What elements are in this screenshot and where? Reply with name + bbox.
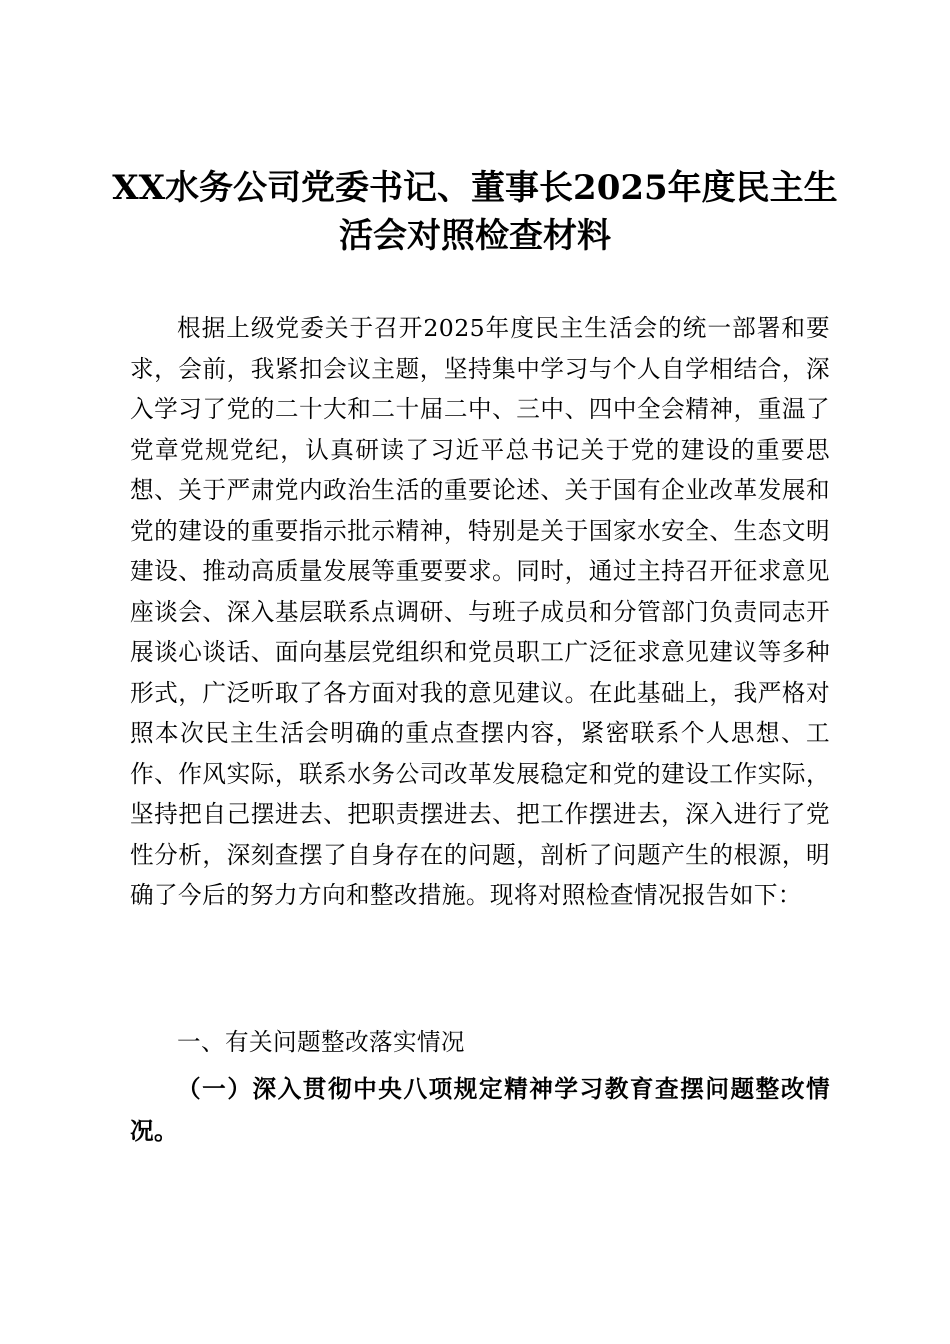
document-title: XX水务公司党委书记、董事长2025年度民主生活会对照检查材料 bbox=[112, 168, 838, 256]
subsection-heading-1: （一）深入贯彻中央八项规定精神学习教育查摆问题整改情况。 bbox=[130, 1075, 830, 1145]
intro-paragraph: 根据上级党委关于召开2025年度民主生活会的统一部署和要求，会前，我紧扣会议主题，坚持集中学习与个人自学相结合，深入学习了党的二十大和二十届二中、三中、四中全会精神，重温了党章党规党纪，认真研读了习近平总书记关于党的建设的重要思想、关于严肃党内政治生活的重要论述、关于国有企业改革发展和党的建设的重要指示批示精神，特别是关于国家水安全、生态文明建设、推动高质量发展等重要要求。同时，通过主持召开征求意见座谈会、深入基层联系点调研、与班子成员和分管部门负责同志开展谈心谈话、面向基层党组织和党员职工广泛征求意见建议等多种形式，广泛听取了各方面对我的意见建议。在此基础上，我严格对照本次民主生活会明确的重点查摆内容，紧密联系个人思想、工作、作风实际，联系水务公司改革发展稳定和党的建设工作实际，坚持把自己摆进去、把职责摆进去、把工作摆进去，深入进行了党性分析，深刻查摆了自身存在的问题，剖析了问题产生的根源，明确了今后的努力方向和整改措施。现将对照检查情况报告如下： bbox=[130, 314, 830, 909]
section-heading-1: 一、有关问题整改落实情况 bbox=[177, 1028, 465, 1056]
